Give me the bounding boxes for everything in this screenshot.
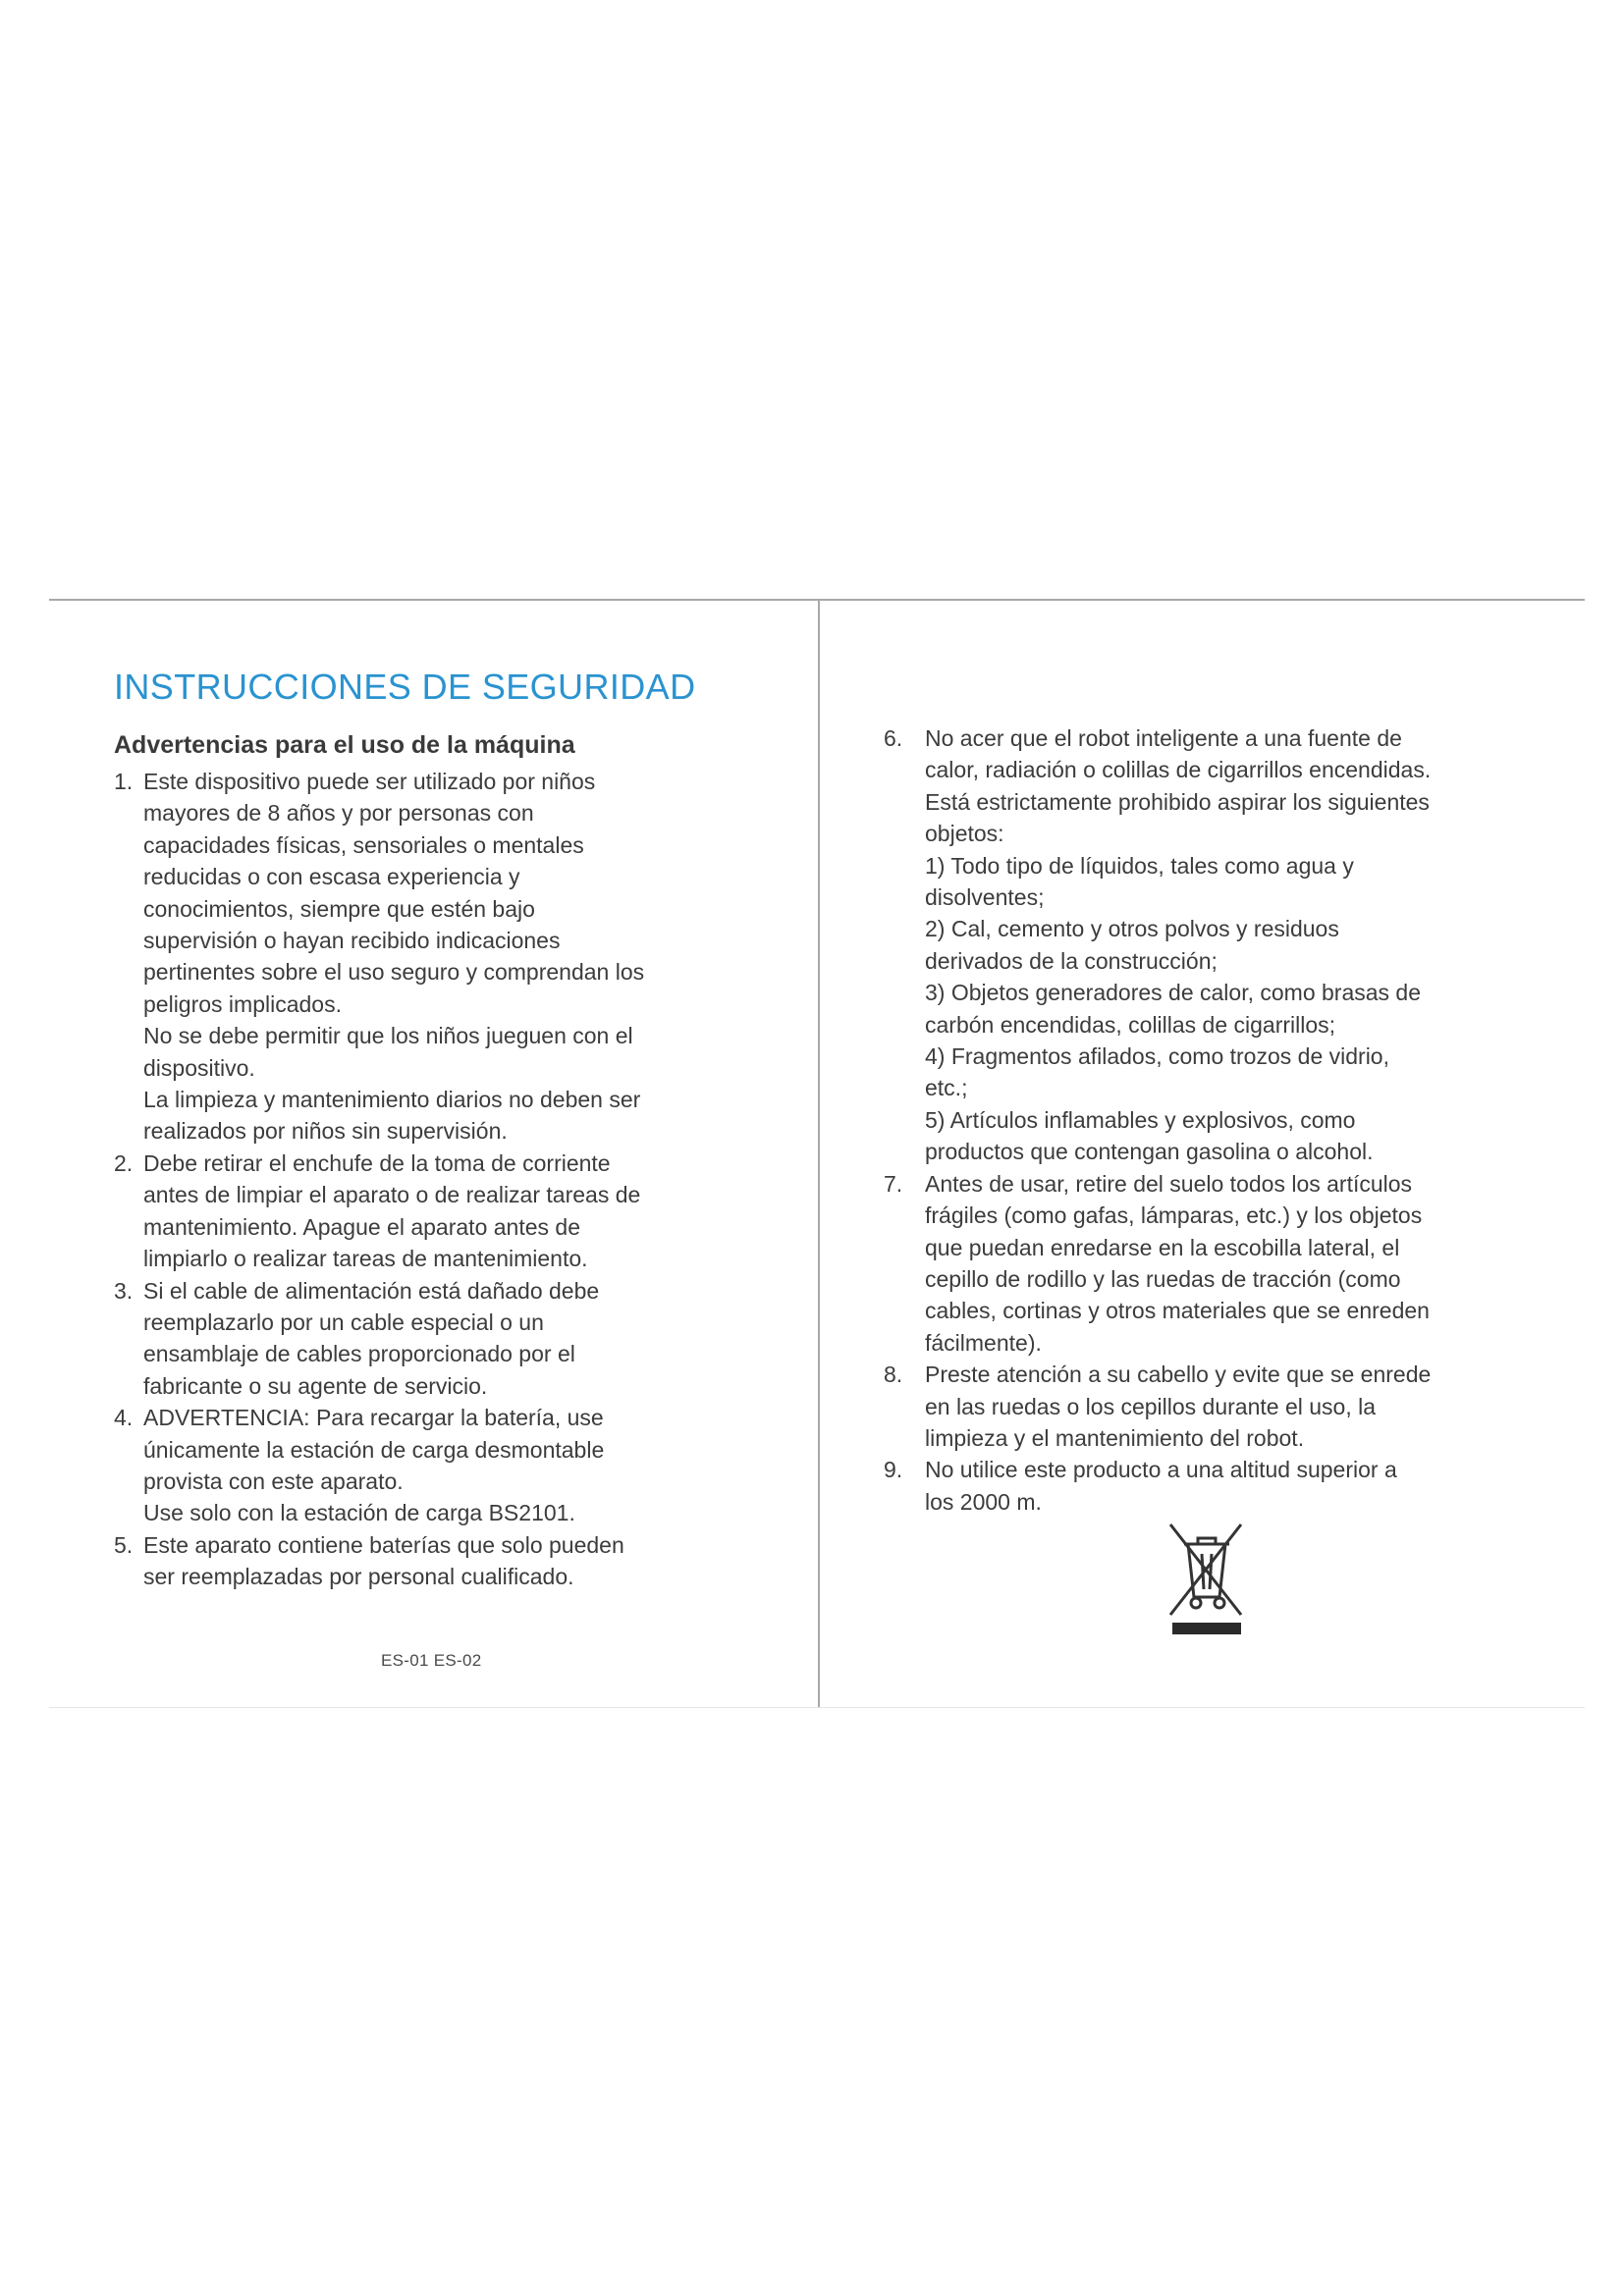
safety-list-left: [114, 766, 782, 1593]
list-item-line: conocimientos, siempre que estén bajo: [143, 895, 535, 922]
list-item-number: 9.: [884, 1457, 903, 1483]
list-item-line: No utilice este producto a una altitud superior a: [925, 1457, 1397, 1483]
list-item-line: objetos:: [925, 821, 1004, 847]
list-item-line: 5) Artículos inflamables y explosivos, como: [925, 1106, 1356, 1133]
list-item-line: La limpieza y mantenimiento diarios no deben ser: [143, 1087, 641, 1113]
list-item-line: Si el cable de alimentación está dañado debe: [143, 1277, 600, 1304]
list-item: [114, 766, 782, 1148]
list-item-line: cepillo de rodillo y las ruedas de tracción (como: [925, 1265, 1401, 1292]
list-item-number: 7.: [884, 1170, 903, 1197]
list-item-line: peligros implicados.: [143, 990, 342, 1017]
list-item-line: Preste atención a su cabello y evite que se enrede: [925, 1362, 1432, 1388]
list-item-line: reemplazarlo por un cable especial o un: [143, 1308, 544, 1335]
list-item-line: calor, radiación o colillas de cigarrillos encendidas.: [925, 757, 1432, 783]
list-item-number: 4.: [114, 1405, 134, 1431]
safety-list-right: [884, 722, 1532, 1518]
list-item-line: 1) Todo tipo de líquidos, tales como agua y: [925, 852, 1354, 879]
list-item: [884, 1454, 1532, 1518]
page-title: INSTRUCCIONES DE SEGURIDAD: [114, 667, 696, 707]
list-item: [884, 1168, 1532, 1359]
list-item: [884, 1359, 1532, 1454]
list-item-line: No se debe permitir que los niños jueguen con el: [143, 1023, 633, 1049]
list-item-line: en las ruedas o los cepillos durante el uso, la: [925, 1393, 1377, 1419]
list-item-line: derivados de la construcción;: [925, 947, 1218, 974]
list-item-number: 8.: [884, 1362, 903, 1388]
list-item-line: limpieza y el mantenimiento del robot.: [925, 1424, 1305, 1451]
list-item-line: disolventes;: [925, 884, 1045, 911]
top-divider: [49, 599, 1585, 601]
list-item: [114, 1275, 782, 1403]
list-item-line: frágiles (como gafas, lámparas, etc.) y los objetos: [925, 1202, 1423, 1229]
list-item-line: etc.;: [925, 1075, 968, 1101]
list-item: [114, 1402, 782, 1529]
list-item-line: provista con este aparato.: [143, 1468, 404, 1494]
list-item-number: 3.: [114, 1277, 134, 1304]
list-item-line: ensamblaje de cables proporcionado por el: [143, 1341, 575, 1367]
list-item-line: 2) Cal, cemento y otros polvos y residuos: [925, 916, 1339, 942]
list-item-line: productos que contengan gasolina o alcohol.: [925, 1139, 1374, 1165]
list-item: [884, 722, 1532, 1168]
list-item-line: cables, cortinas y otros materiales que se enreden: [925, 1298, 1430, 1324]
list-item-line: realizados por niños sin supervisión.: [143, 1118, 508, 1145]
list-item-number: 1.: [114, 769, 134, 794]
list-item-line: limpiarlo o realizar tareas de mantenimiento.: [143, 1246, 588, 1272]
right-column: [884, 722, 1532, 1518]
list-item-number: 6.: [884, 725, 903, 751]
weee-recycling-icon: [1166, 1517, 1245, 1634]
list-item-line: Está estrictamente prohibido aspirar los siguientes: [925, 788, 1430, 815]
list-item-line: antes de limpiar el aparato o de realizar tareas de: [143, 1182, 641, 1208]
list-item: [114, 1148, 782, 1275]
center-divider: [818, 599, 820, 1708]
list-item-line: ser reemplazadas por personal cualificado.: [143, 1564, 574, 1590]
list-item-line: fabricante o su agente de servicio.: [143, 1372, 488, 1399]
list-item-line: supervisión o hayan recibido indicaciones: [143, 928, 561, 954]
list-item-line: carbón encendidas, colillas de cigarrillos;: [925, 1011, 1336, 1038]
section-subtitle: Advertencias para el uso de la máquina: [114, 731, 575, 759]
list-item-line: los 2000 m.: [925, 1488, 1042, 1515]
list-item-line: mantenimiento. Apague el aparato antes de: [143, 1213, 580, 1240]
list-item: [114, 1529, 782, 1593]
list-item-line: Debe retirar el enchufe de la toma de corriente: [143, 1149, 611, 1176]
list-item-line: Use solo con la estación de carga BS2101.: [143, 1500, 575, 1526]
list-item-line: Este aparato contiene baterías que solo pueden: [143, 1531, 624, 1558]
list-item-line: Este dispositivo puede ser utilizado por niños: [143, 769, 596, 794]
list-item-number: 2.: [114, 1149, 134, 1176]
list-item-line: mayores de 8 años y por personas con: [143, 800, 534, 827]
page-number-footer: ES-01 ES-02: [381, 1651, 482, 1670]
bottom-divider: [49, 1707, 1585, 1708]
list-item-line: pertinentes sobre el uso seguro y comprendan los: [143, 959, 645, 986]
list-item-line: reducidas o con escasa experiencia y: [143, 864, 520, 890]
list-item-line: 3) Objetos generadores de calor, como brasas de: [925, 980, 1422, 1006]
list-item-line: dispositivo.: [143, 1054, 255, 1081]
list-item-line: fácilmente).: [925, 1329, 1042, 1356]
list-item-line: 4) Fragmentos afilados, como trozos de vidrio,: [925, 1043, 1389, 1070]
list-item-line: únicamente la estación de carga desmontable: [143, 1436, 605, 1463]
list-item-line: ADVERTENCIA: Para recargar la batería, use: [143, 1405, 604, 1431]
left-column: [114, 666, 782, 1593]
list-item-line: No acer que el robot inteligente a una fuente de: [925, 725, 1402, 751]
list-item-line: que puedan enredarse en la escobilla lateral, el: [925, 1234, 1400, 1260]
list-item-line: Antes de usar, retire del suelo todos los artículos: [925, 1170, 1413, 1197]
list-item-line: capacidades físicas, sensoriales o mentales: [143, 831, 584, 858]
list-item-number: 5.: [114, 1531, 134, 1558]
